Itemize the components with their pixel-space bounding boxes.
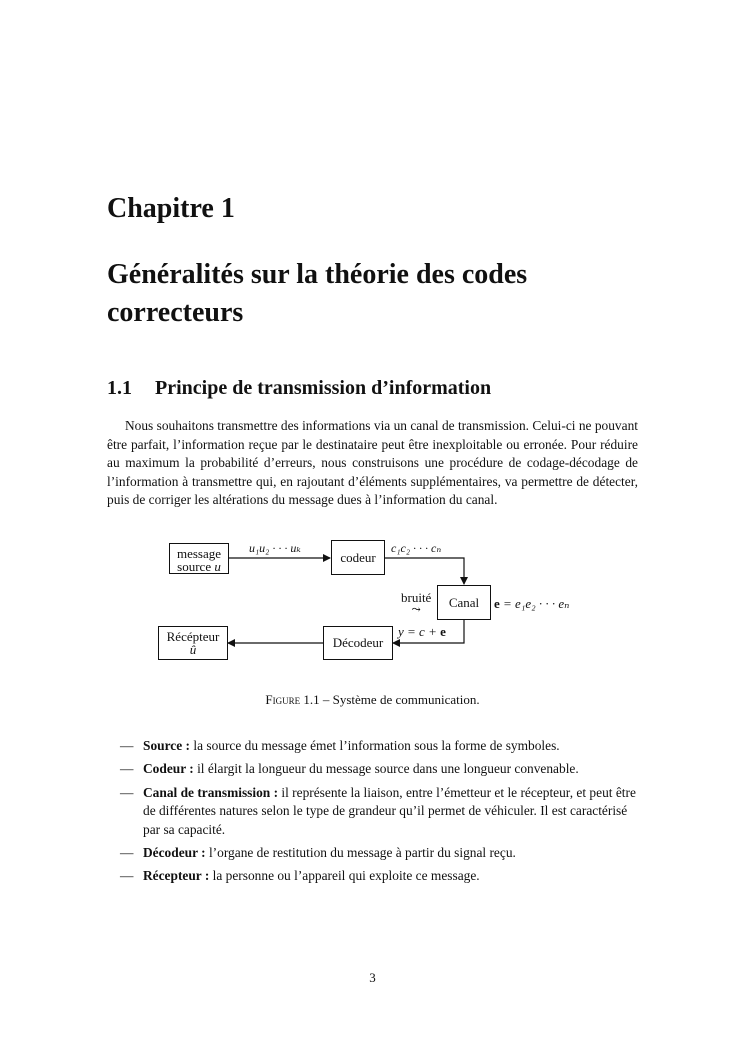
source-box: [169, 543, 229, 574]
item-term: Canal de transmission :: [143, 784, 279, 800]
codeur-box: codeur: [331, 540, 385, 575]
caption-prefix: Figure: [265, 692, 301, 707]
source-label-line2: source: [177, 559, 212, 574]
list-item: [120, 784, 638, 839]
section-title: Principe de transmission d’information: [155, 377, 492, 399]
arrow-codeur-to-canal: [385, 558, 464, 584]
list-dash: —: [120, 738, 134, 753]
received-word-label: [398, 624, 446, 640]
decodeur-box: Décodeur: [323, 626, 393, 660]
intro-paragraph: Nous souhaitons transmettre des informations via un canal de transmission. Celui-ci ne pouvant être parfait, l’information reçue par le destinataire peut être inexploitable ou erronée. Pour réduire au maximum la probabilité d’erreurs, nous construisons une procédure de codage-décodage de l’information à transmettre qui, en rajoutant d’éléments supplémentaires, va permettre de détecter, puis de corriger les altérations du message dues à l’information du canal.: [107, 418, 638, 508]
chapter-label: Chapitre 1: [107, 193, 235, 224]
figure-caption: [0, 692, 745, 708]
noise-label: [401, 592, 431, 616]
noise-text: bruité: [401, 590, 432, 605]
page-number: 3: [369, 970, 376, 985]
source-var: u: [214, 559, 221, 574]
recepteur-label: Récépteur: [166, 629, 220, 644]
item-term: Décodeur :: [143, 845, 206, 861]
error-vector-label: [494, 596, 569, 612]
section-number: 1.1: [107, 377, 132, 399]
recepteur-var: û: [189, 642, 197, 657]
list-item: [120, 760, 638, 778]
item-text: la source du message émet l’information sous la forme de symboles.: [190, 738, 560, 753]
label-u-sequence: u₁u₂ · · · uₖ: [249, 541, 301, 555]
definition-list: [120, 737, 638, 891]
list-item: [120, 867, 638, 885]
item-text: il représente la liaison, entre l’émetteur et le récepteur, et peut être de différentes natures selon le type de grandeur qu’il permet de véhiculer. Il est caractérisé par sa capacité.: [143, 784, 636, 837]
received-expression: y = c +: [398, 624, 441, 639]
list-item: [120, 737, 638, 755]
list-dash: —: [120, 761, 134, 777]
item-text: la personne ou l’appareil qui exploite ce message.: [209, 868, 480, 884]
list-dash: —: [120, 868, 134, 884]
item-term: Récepteur :: [143, 868, 210, 884]
canal-box: Canal: [437, 585, 491, 620]
list-dash: —: [120, 784, 134, 800]
item-text: l’organe de restitution du message à partir du signal reçu.: [205, 845, 516, 861]
item-text: il élargit la longueur du message source dans une longueur convenable.: [193, 761, 579, 777]
item-term: Codeur :: [143, 761, 194, 777]
label-c-sequence: c₁c₂ · · · cₙ: [391, 541, 442, 555]
chapter-title: Généralités sur la théorie des codes correcteurs: [107, 259, 528, 328]
item-term: Source :: [143, 738, 190, 753]
list-item: [120, 844, 638, 862]
recepteur-box: [158, 626, 228, 660]
source-label-line1: message: [176, 546, 222, 561]
received-bold: e: [440, 624, 446, 639]
noise-icon: ⤳: [411, 604, 421, 616]
error-bold: e: [494, 596, 500, 611]
error-expression: = e₁e₂ · · · eₙ: [499, 596, 570, 611]
list-dash: —: [120, 845, 134, 861]
caption-text: 1.1 – Système de communication.: [300, 692, 480, 707]
